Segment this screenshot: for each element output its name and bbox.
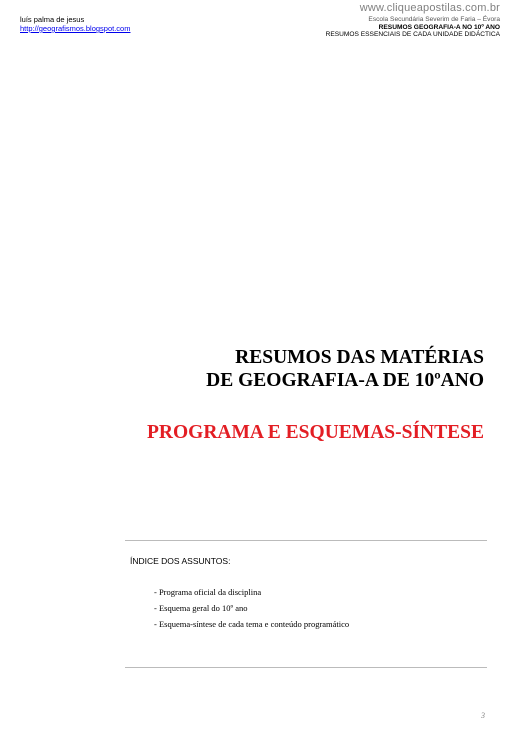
top-divider	[125, 540, 487, 541]
index-list	[154, 584, 349, 632]
watermark-text: www.cliqueapostilas.com.br	[359, 2, 500, 14]
bottom-divider	[125, 667, 487, 668]
page-number: 3	[481, 711, 485, 720]
index-item: - Esquema-síntese de cada tema e conteúdo programático	[154, 619, 350, 629]
index-item: - Esquema geral do 10º ano	[154, 603, 248, 613]
page-title-line-2: DE GEOGRAFIA-A DE 10ºANO	[206, 370, 484, 391]
document-header	[326, 16, 500, 39]
blog-link[interactable]: http://geografismos.blogspot.com	[20, 24, 131, 33]
header-title: RESUMOS GEOGRAFIA-A NO 10º ANO	[378, 23, 500, 31]
author-block	[20, 15, 130, 33]
page-title	[206, 346, 484, 392]
page-subtitle: PROGRAMA E ESQUEMAS-SÍNTESE	[147, 422, 484, 443]
index-item: - Programa oficial da disciplina	[154, 587, 262, 597]
index-heading: ÍNDICE DOS ASSUNTOS:	[130, 556, 231, 566]
header-subtitle: RESUMOS ESSENCIAIS DE CADA UNIDADE DIDÁCTICA	[325, 31, 500, 39]
page-title-line-1: RESUMOS DAS MATÉRIAS	[235, 347, 484, 368]
school-name: Escola Secundária Severim de Faria – Évora	[368, 16, 500, 23]
author-name: luís palma de jesus	[20, 15, 85, 24]
